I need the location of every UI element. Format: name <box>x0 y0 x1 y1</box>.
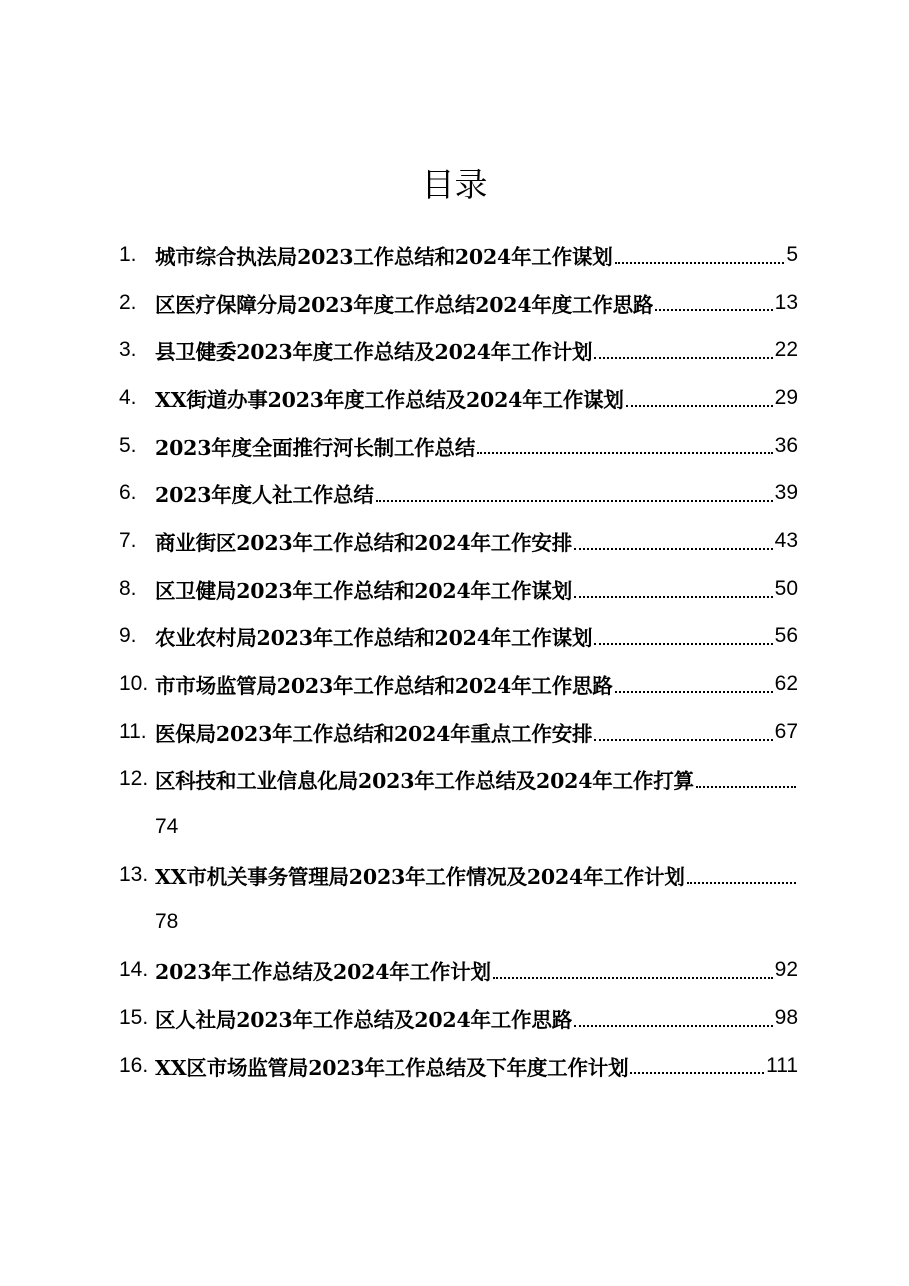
toc-entry[interactable] <box>119 1042 798 1090</box>
dot-leader <box>594 357 772 359</box>
entry-page: 111 <box>766 1053 798 1077</box>
toc-entry[interactable] <box>119 326 798 374</box>
dot-leader <box>615 691 773 693</box>
toc-entry[interactable] <box>119 565 798 613</box>
entry-number: 16. <box>119 1053 149 1077</box>
entry-number: 11. <box>119 719 147 743</box>
dot-leader <box>696 786 796 788</box>
toc-entry[interactable] <box>119 946 798 994</box>
entry-page: 62 <box>774 672 798 696</box>
entry-number: 12. <box>119 767 149 791</box>
toc-entry[interactable] <box>119 613 798 661</box>
dot-leader <box>594 739 772 741</box>
entry-title: 城市综合执法局2023工作总结和2024年工作谋划 <box>155 244 613 269</box>
entry-title: 医保局2023年工作总结和2024年重点工作安排 <box>155 721 593 746</box>
entry-page: 78 <box>155 910 179 934</box>
entry-page: 36 <box>774 433 798 457</box>
entry-number: 6. <box>119 481 137 505</box>
toc-entry[interactable] <box>119 708 798 756</box>
entry-page: 39 <box>774 481 798 505</box>
entry-page: 43 <box>774 528 798 552</box>
dot-leader <box>376 500 773 502</box>
entry-number: 1. <box>119 242 137 266</box>
entry-title: 农业农村局2023年工作总结和2024年工作谋划 <box>155 626 593 651</box>
entry-number: 14. <box>119 958 149 982</box>
entry-title: 2023年度人社工作总结 <box>155 483 374 508</box>
entry-page: 92 <box>774 958 798 982</box>
toc-entry[interactable] <box>119 851 798 899</box>
toc-entry[interactable] <box>119 374 798 422</box>
dot-leader <box>655 309 772 311</box>
toc-entry[interactable] <box>119 660 798 708</box>
entry-title: 县卫健委2023年度工作总结及2024年工作计划 <box>155 340 593 365</box>
dot-leader <box>615 262 785 264</box>
entry-number: 3. <box>119 338 137 362</box>
toc-entry-continuation[interactable] <box>119 899 798 947</box>
entry-title: 区医疗保障分局2023年度工作总结2024年度工作思路 <box>155 292 654 317</box>
toc-entry[interactable] <box>119 517 798 565</box>
entry-number: 13. <box>119 862 149 886</box>
entry-page: 74 <box>155 815 179 839</box>
dot-leader <box>626 405 773 407</box>
toc-entry[interactable] <box>119 279 798 327</box>
entry-page: 22 <box>774 338 798 362</box>
dot-leader <box>574 548 773 550</box>
toc-entry-continuation[interactable] <box>119 803 798 851</box>
entry-page: 98 <box>774 1005 798 1029</box>
entry-page: 67 <box>774 719 798 743</box>
entry-number: 15. <box>119 1005 149 1029</box>
dot-leader <box>594 643 772 645</box>
dot-leader <box>493 977 773 979</box>
entry-page: 5 <box>786 242 798 266</box>
table-of-contents <box>119 231 798 1089</box>
dot-leader <box>630 1072 764 1074</box>
dot-leader <box>477 452 772 454</box>
toc-entry[interactable] <box>119 469 798 517</box>
entry-page: 29 <box>774 385 798 409</box>
dot-leader <box>574 1025 773 1027</box>
toc-entry[interactable] <box>119 994 798 1042</box>
entry-page: 56 <box>774 624 798 648</box>
entry-page: 13 <box>774 290 798 314</box>
entry-title: 商业街区2023年工作总结和2024年工作安排 <box>155 530 573 555</box>
toc-entry[interactable] <box>119 231 798 279</box>
entry-number: 10. <box>119 672 149 696</box>
toc-title: 目录 <box>421 165 488 204</box>
entry-page: 50 <box>774 576 798 600</box>
entry-title: 区人社局2023年工作总结及2024年工作思路 <box>155 1007 573 1032</box>
entry-title: 2023年工作总结及2024年工作计划 <box>155 960 491 985</box>
toc-entry[interactable] <box>119 756 798 804</box>
entry-title: 市市场监管局2023年工作总结和2024年工作思路 <box>155 674 613 699</box>
entry-title: 2023年度全面推行河长制工作总结 <box>155 435 476 460</box>
entry-title: XX市机关事务管理局2023年工作情况及2024年工作计划 <box>155 864 685 889</box>
entry-number: 9. <box>119 624 137 648</box>
dot-leader <box>687 882 796 884</box>
entry-title: XX区市场监管局2023年工作总结及下年度工作计划 <box>155 1055 629 1080</box>
entry-number: 4. <box>119 385 137 409</box>
entry-title: 区卫健局2023年工作总结和2024年工作谋划 <box>155 578 573 603</box>
entry-number: 2. <box>119 290 137 314</box>
entry-number: 5. <box>119 433 137 457</box>
dot-leader <box>574 596 773 598</box>
toc-entry[interactable] <box>119 422 798 470</box>
entry-title: XX街道办事2023年度工作总结及2024年工作谋划 <box>155 387 624 412</box>
entry-number: 8. <box>119 576 137 600</box>
entry-title: 区科技和工业信息化局2023年工作总结及2024年工作打算 <box>155 769 694 794</box>
entry-number: 7. <box>119 528 137 552</box>
